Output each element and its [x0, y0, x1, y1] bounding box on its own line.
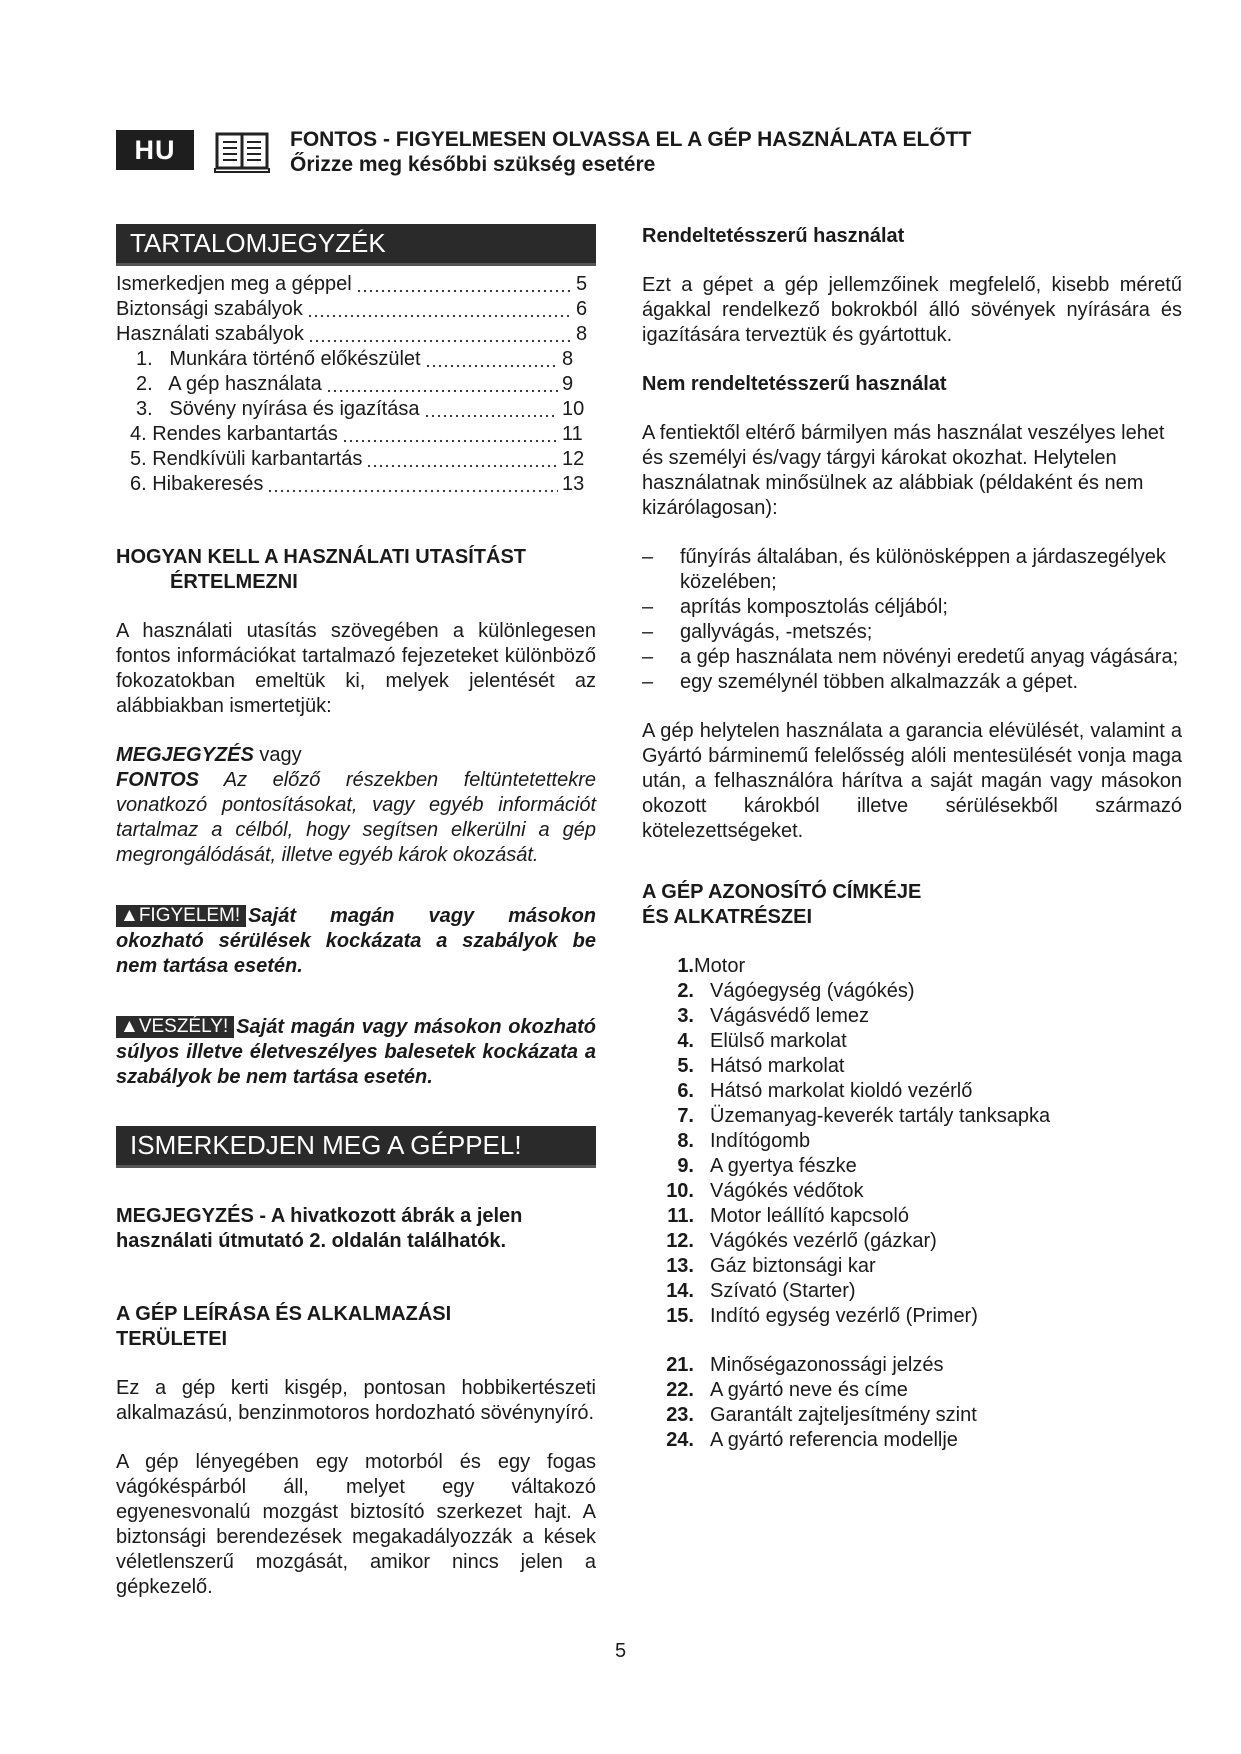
intended-use-heading: Rendeltetésszerű használat	[642, 225, 905, 247]
toc-item[interactable]: 2. A gép használata 9	[136, 373, 574, 395]
list-item: 3. Vágásvédő lemez	[677, 1005, 869, 1027]
danger-badge: ▲VESZÉLY!	[116, 1016, 234, 1038]
list-item: 10. Vágókés védőtok	[666, 1180, 864, 1202]
toc-item[interactable]: Ismerkedjen meg a géppel 5	[116, 273, 588, 295]
toc-item[interactable]: 4. Rendes karbantartás 11	[130, 423, 583, 445]
toc-item[interactable]: Használati szabályok 8	[116, 323, 588, 345]
id-label-heading-line2: ÉS ALKATRÉSZEI	[642, 906, 813, 928]
list-item: 7. Üzemanyag-keverék tartály tanksapka	[677, 1105, 1051, 1127]
description-paragraph-1: Ez a gép kerti kisgép, pontosan hobbikertészeti alkalmazású, benzinmotoros hordozható sövénynyíró.	[116, 1377, 596, 1424]
misuse-text: A fentiektől eltérő bármilyen más használat veszélyes lehet és személyi és/vagy tárgyi károkat okozhat. Helytelen használatnak minősülnek az alábbiak (példaként és nem kizárólagosan):	[642, 422, 1165, 519]
howto-heading: HOGYAN KELL A HASZNÁLATI UTASÍTÁST	[116, 546, 526, 568]
list-item: 2. Vágóegység (vágókés)	[677, 980, 915, 1002]
warning-paragraph: ▲FIGYELEM! Saját magán vagy másokon okozható sérülések kockázata a szabályok be nem tartása esetén.	[116, 905, 596, 977]
toc-item[interactable]: Biztonsági szabályok 6	[116, 298, 588, 320]
language-badge: HU	[116, 130, 194, 170]
list-item: – fűnyírás általában, és különösképpen a járdaszegélyek közelében;	[642, 545, 1182, 595]
howto-intro: A használati utasítás szövegében a különlegesen fontos információkat tartalmazó fejezeteket különböző fokozatokban emeltük ki, melyek jelentését az alábbiakban ismertetjük:	[116, 620, 596, 717]
description-heading: A GÉP LEÍRÁSA ÉS ALKALMAZÁSI	[116, 1303, 452, 1325]
misuse-list	[642, 545, 1182, 695]
list-item: 9. A gyertya fészke	[677, 1155, 857, 1177]
list-item: 4. Elülső markolat	[677, 1030, 847, 1052]
list-item: – a gép használata nem növényi eredetű anyag vágására;	[642, 645, 1182, 670]
list-item: 5. Hátsó markolat	[677, 1055, 845, 1077]
list-item: 6. Hátsó markolat kioldó vezérlő	[677, 1080, 973, 1102]
list-item: 1. Motor	[677, 955, 746, 977]
label-parts-list	[642, 1353, 1182, 1453]
warranty-text: A gép helytelen használata a garancia elévülését, valamint a Gyártó bárminemű felelősség alóli mentesülését vonja maga után, a felhasználóra hárítva a saját magán vagy másokon okozott károkból illetve sérülésekből származó kötelezettségeket.	[642, 720, 1182, 842]
toc-item[interactable]: 6. Hibakeresés 13	[130, 473, 585, 495]
list-item: 15. Indító egység vezérlő (Primer)	[666, 1305, 978, 1327]
important-paragraph: FONTOS Az előző részekben feltüntetettekre vonatkozó pontosításokat, vagy egyéb információt tartalmaz a célból, hogy segítsen elkerülni a gép megrongálódását, illetve egyéb károk okozását.	[116, 769, 596, 866]
misuse-heading: Nem rendeltetésszerű használat	[642, 373, 947, 395]
open-book-icon	[214, 128, 270, 174]
toc-heading: TARTALOMJEGYZÉK	[116, 224, 596, 266]
list-item: 11. Motor leállító kapcsoló	[667, 1205, 909, 1227]
list-item: – egy személynél többen alkalmazzák a gépet.	[642, 670, 1182, 695]
warning-badge: ▲FIGYELEM!	[116, 905, 246, 927]
danger-paragraph: ▲VESZÉLY! Saját magán vagy másokon okozható súlyos illetve életveszélyes balesetek kockázata a szabályok be nem tartása esetén.	[116, 1016, 596, 1088]
description-heading-line2: TERÜLETEI	[116, 1328, 228, 1350]
toc-item[interactable]: 3. Sövény nyírása és igazítása 10	[136, 398, 585, 420]
parts-list	[642, 954, 1182, 1329]
list-item: 14. Szívató (Starter)	[666, 1280, 856, 1302]
page-number: 5	[614, 1640, 627, 1662]
intended-use-text: Ezt a gépet a gép jellemzőinek megfelelő, kisebb méretű ágakkal rendelkező bokrokból álló sövények nyírására és igazítására terveztük és gyártottuk.	[642, 274, 1182, 346]
description-paragraph-2: A gép lényegében egy motorból és egy fogas vágókéspárból áll, melyet egy váltakozó egyenesvonalú mozgást biztosító szerkezet hajt. A biztonsági berendezések megakadályozzák a kések véletlenszerű mozgását, amikor nincs jelen a gépkezelő.	[116, 1451, 596, 1598]
header-subtitle: Őrizze meg későbbi szükség esetére	[290, 153, 656, 176]
list-item: – aprítás komposztolás céljából;	[642, 595, 1182, 620]
list-item: – gallyvágás, -metszés;	[642, 620, 1182, 645]
danger-triangle-icon: ▲	[120, 1016, 139, 1037]
list-item: 12. Vágókés vezérlő (gázkar)	[666, 1230, 937, 1252]
figures-note: MEGJEGYZÉS - A hivatkozott ábrák a jelen használati útmutató 2. oldalán találhatók.	[116, 1205, 523, 1252]
id-label-heading: A GÉP AZONOSÍTÓ CÍMKÉJE	[642, 881, 922, 903]
list-item: 21. Minőségazonossági jelzés	[666, 1354, 944, 1376]
list-item: 13. Gáz biztonsági kar	[666, 1255, 876, 1277]
list-item: 22. A gyártó neve és címe	[666, 1379, 908, 1401]
table-of-contents	[116, 272, 596, 497]
list-item: 24. A gyártó referencia modellje	[666, 1429, 958, 1451]
toc-item[interactable]: 5. Rendkívüli karbantartás 12	[130, 448, 585, 470]
toc-item[interactable]: 1. Munkára történő előkészület 8	[136, 348, 574, 370]
header-title: FONTOS - FIGYELMESEN OLVASSA EL A GÉP HASZNÁLATA ELŐTT	[290, 128, 972, 151]
right-column	[642, 224, 1182, 1453]
list-item: 8. Indítógomb	[677, 1130, 811, 1152]
howto-heading-line2: ÉRTELMEZNI	[170, 571, 298, 593]
list-item: 23. Garantált zajteljesítmény szint	[666, 1404, 977, 1426]
warning-triangle-icon: ▲	[120, 905, 139, 926]
intro-heading: ISMERKEDJEN MEG A GÉPPEL!	[116, 1126, 596, 1168]
note-paragraph: MEGJEGYZÉS vagy	[116, 744, 302, 766]
left-column	[116, 224, 596, 1600]
